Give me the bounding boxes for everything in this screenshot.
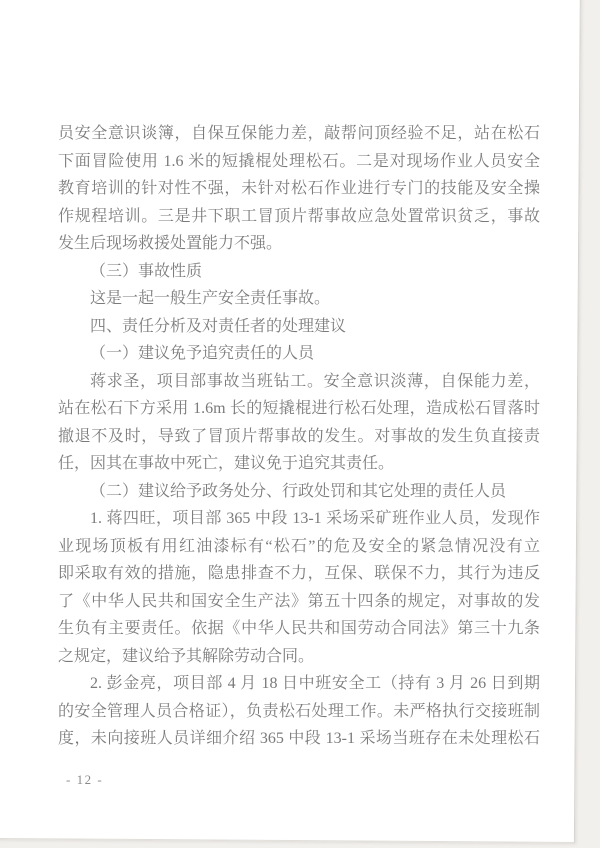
text-line: 了《中华人民共和国安全生产法》第五十四条的规定，对事故的发 [58, 592, 540, 610]
text-line: 教育培训的针对性不强，未针对松石作业进行专门的技能及安全操 [58, 180, 540, 197]
text-line: 撤退不及时，导致了冒顶片帮事故的发生。对事故的发生负直接责 [58, 427, 540, 445]
text-line: 业现场顶板有用红油漆标有“松石”的危及安全的紧急情况没有立 [58, 537, 540, 555]
text-line: 这是一起一般生产安全责任事故。 [90, 290, 331, 307]
text-line: 任，因其在事故中死亡，建议免于追究其责任。 [58, 455, 395, 472]
text-line: 即采取有效的措施，隐患排查不力，互保、联保不力，其行为违反 [58, 565, 540, 582]
text-line: 下面冒险使用 1.6 米的短撬棍处理松石。二是对现场作业人员安全 [58, 152, 540, 170]
text-line: 发生后现场救援处置能力不强。 [58, 235, 283, 252]
text-line: （三）事故性质 [90, 262, 203, 280]
text-line: 之规定，建议给予其解除劳动合同。 [58, 647, 315, 665]
document-body [58, 120, 540, 753]
text-line: 的安全管理人员合格证），负责松石处理工作。未严格执行交接班制 [58, 702, 540, 720]
page-number: - 12 - [66, 772, 104, 787]
text-line: 蒋求圣，项目部事故当班钻工。安全意识淡薄，自保能力差， [90, 372, 540, 390]
text-line: 员安全意识谈簿，自保互保能力差，敲帮问顶经验不足，站在松石 [58, 125, 540, 142]
text-line: 1. 蒋四旺，项目部 365 中段 13-1 采场采矿班作业人员，发现作 [90, 510, 540, 527]
text-line: 站在松石下方采用 1.6m 长的短撬棍进行松石处理，造成松石冒落时 [58, 400, 540, 417]
text-line: （二）建议给予政务处分、行政处罚和其它处理的责任人员 [90, 482, 507, 500]
text-line: （一）建议免予追究责任的人员 [90, 345, 315, 362]
text-line: 度，未向接班人员详细介绍 365 中段 13-1 采场当班存在未处理松石 [58, 730, 540, 747]
text-line: 作规程培训。三是井下职工冒顶片帮事故应急处置常识贫乏，事故 [58, 207, 540, 225]
text-line: 四、责任分析及对责任者的处理建议 [90, 317, 347, 335]
text-line: 2. 彭金亮，项目部 4 月 18 日中班安全工（持有 3 月 26 日到期 [90, 675, 540, 692]
text-line: 生负有主要责任。依据《中华人民共和国劳动合同法》第三十九条 [58, 620, 540, 637]
